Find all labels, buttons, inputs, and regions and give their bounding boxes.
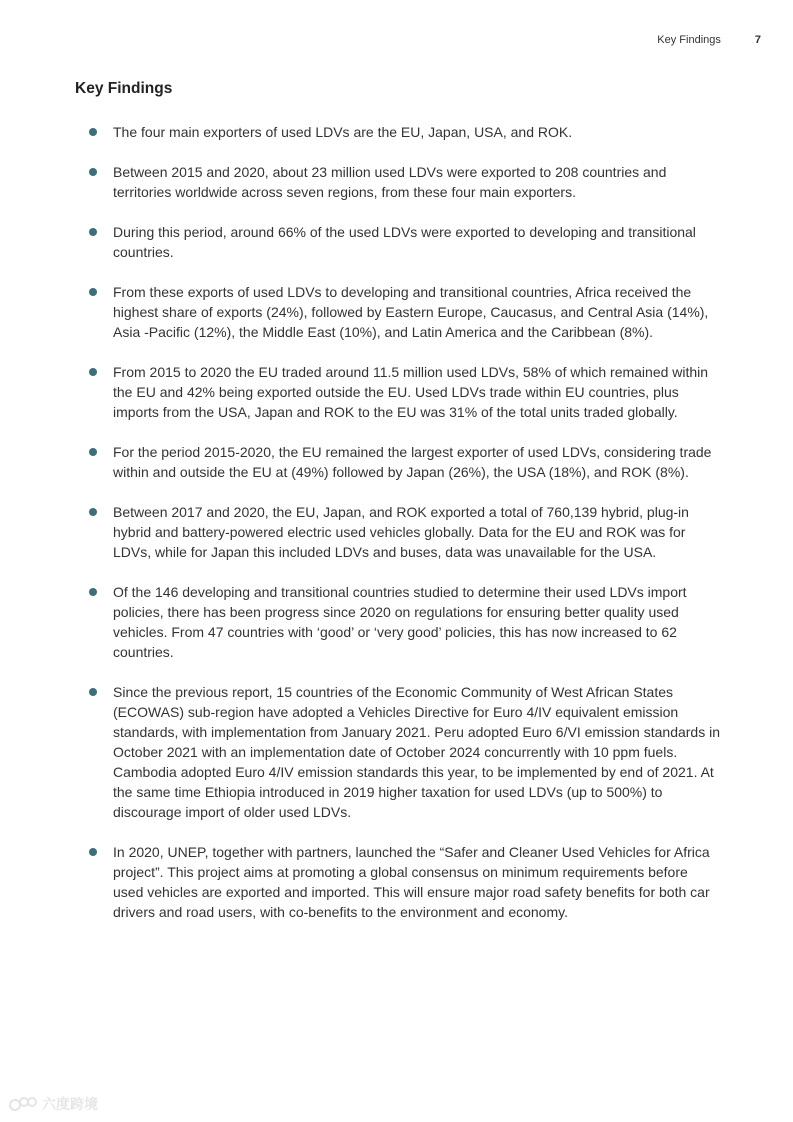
finding-text: Between 2017 and 2020, the EU, Japan, and ROK exported a total of 760,139 hybrid, plug-in hybrid and battery-powered electric used vehicles globally. Data for the EU and ROK was for LDVs, while for Japan this included LDVs and buses, data was unavailable for the USA. — [113, 504, 689, 560]
finding-text: The four main exporters of used LDVs are the EU, Japan, USA, and ROK. — [113, 124, 573, 140]
finding-text: In 2020, UNEP, together with partners, launched the “Safer and Cleaner Used Vehicles for Africa project”. This project aims at promoting a global consensus on minimum requirements before used vehicles are exported and imported. This will ensure major road safety benefits for both car drivers and road users, with co-benefits to the environment and economy. — [113, 844, 710, 920]
finding-text: From these exports of used LDVs to developing and transitional countries, Africa received the highest share of exports (24%), followed by Eastern Europe, Caucasus, and Central Asia (14%), Asia -Pacific (12%), the Middle East (10%), and Latin America and the Caribbean (8%). — [113, 284, 709, 340]
running-header — [657, 34, 761, 46]
header-section-title: Key Findings — [657, 34, 721, 46]
list-item — [88, 502, 720, 562]
bullet-icon — [89, 368, 97, 376]
bullet-icon — [89, 228, 97, 236]
bullet-icon — [89, 448, 97, 456]
finding-text: For the period 2015-2020, the EU remained the largest exporter of used LDVs, considering trade within and outside the EU at (49%) followed by Japan (26%), the USA (18%), and ROK (8%). — [113, 444, 712, 480]
watermark-text: 六度跨境 — [42, 1096, 98, 1112]
page-number: 7 — [754, 34, 761, 46]
finding-text: Since the previous report, 15 countries of the Economic Community of West African States (ECOWAS) sub-region have adopted a Vehicles Directive for Euro 4/IV equivalent emission standards, with implementation from January 2021. Peru adopted Euro 6/VI emission standards in October 2021 with an implementation date of October 2024 concurrently with 10 ppm fuels. Cambodia adopted Euro 4/IV emission standards this year, to be implemented by end of 2021. At the same time Ethiopia introduced in 2019 higher taxation for used LDVs (up to 500%) to discourage import of older used LDVs. — [113, 684, 720, 820]
watermark — [8, 1094, 98, 1114]
bullet-icon — [89, 588, 97, 596]
list-item — [88, 842, 720, 922]
bullet-icon — [89, 288, 97, 296]
finding-text: Between 2015 and 2020, about 23 million used LDVs were exported to 208 countries and territories worldwide across seven regions, from these four main exporters. — [113, 164, 667, 200]
list-item — [88, 682, 720, 822]
bullet-icon — [89, 688, 97, 696]
list-item — [88, 222, 720, 262]
list-item — [88, 362, 720, 422]
finding-text: During this period, around 66% of the used LDVs were exported to developing and transitional countries. — [113, 224, 696, 260]
logo-icon — [8, 1095, 38, 1113]
list-item — [88, 122, 720, 142]
page-title: Key Findings — [75, 80, 173, 97]
bullet-icon — [89, 508, 97, 516]
list-item — [88, 162, 720, 202]
bullet-icon — [89, 128, 97, 136]
finding-text: Of the 146 developing and transitional countries studied to determine their used LDVs import policies, there has been progress since 2020 on regulations for ensuring better quality used vehicles. From 47 countries with ‘good’ or ‘very good’ policies, this has now increased to 62 countries. — [113, 584, 687, 660]
list-item — [88, 282, 720, 342]
findings-list — [88, 122, 720, 942]
finding-text: From 2015 to 2020 the EU traded around 11.5 million used LDVs, 58% of which remained within the EU and 42% being exported outside the EU. Used LDVs trade within EU countries, plus imports from the USA, Japan and ROK to the EU was 31% of the total units traded globally. — [113, 364, 709, 420]
list-item — [88, 582, 720, 662]
bullet-icon — [89, 848, 97, 856]
bullet-icon — [89, 168, 97, 176]
list-item — [88, 442, 720, 482]
